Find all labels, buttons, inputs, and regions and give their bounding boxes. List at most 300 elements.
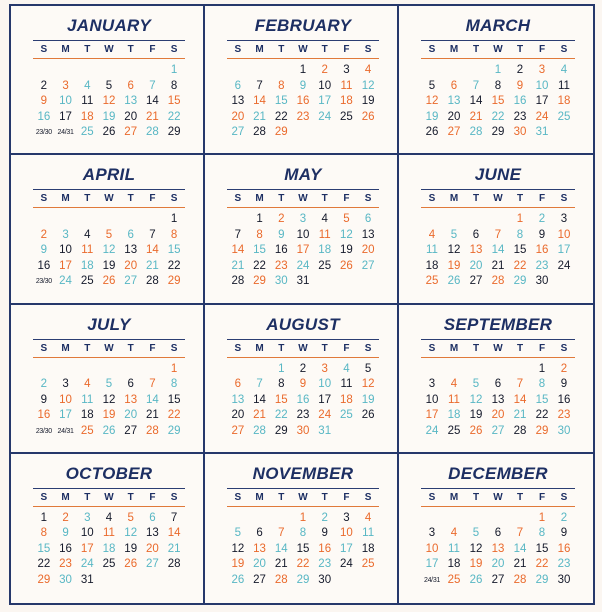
- day-cell: [76, 212, 98, 228]
- day-cell: 17: [296, 244, 310, 257]
- day-cell: 4: [450, 527, 458, 540]
- day-cell: 12: [124, 527, 138, 540]
- day-cell: 23: [296, 409, 310, 421]
- day-cell: [357, 424, 379, 440]
- month-title: JANUARY: [67, 16, 151, 35]
- month-title: MAY: [284, 165, 322, 185]
- day-cell: 19: [447, 259, 461, 272]
- day-cell: 7: [234, 228, 242, 241]
- day-cell: [336, 274, 358, 290]
- day-cell: 13: [146, 527, 159, 540]
- weekday-label: M: [449, 193, 459, 205]
- day-cell: [357, 125, 379, 141]
- day-cell: 3: [62, 79, 69, 92]
- month-march: [399, 6, 593, 155]
- day-cell: 24: [80, 558, 94, 571]
- day-cell: 22: [274, 409, 288, 421]
- weekday-header: [421, 340, 575, 357]
- weekday-label: T: [278, 491, 285, 503]
- month-october: [11, 454, 205, 603]
- day-cell: 25: [102, 558, 116, 571]
- day-cell: 21: [513, 558, 527, 571]
- day-cell: 5: [127, 511, 134, 524]
- day-cell: 7: [256, 378, 263, 390]
- day-cell: 4: [364, 64, 372, 76]
- day-cell: 19: [469, 409, 483, 421]
- day-cell: [55, 212, 77, 228]
- day-cell: [142, 212, 164, 228]
- day-cell: [314, 274, 336, 290]
- weekday-divider: [227, 207, 379, 208]
- day-cell: [33, 362, 55, 378]
- day-cell: 19: [124, 542, 138, 555]
- day-cell: 22: [167, 259, 181, 272]
- day-cell: 10: [59, 244, 72, 257]
- day-cell: 13: [469, 244, 483, 257]
- weekday-label: T: [321, 491, 328, 503]
- day-cell: 29: [37, 573, 51, 586]
- weekday-divider: [421, 506, 575, 507]
- day-cell: 6: [234, 79, 242, 92]
- day-cell: 27: [231, 424, 245, 437]
- day-cell: 10: [340, 527, 353, 540]
- month-may: [205, 155, 399, 304]
- weekday-label: F: [343, 44, 350, 55]
- day-cell: 1: [538, 362, 546, 375]
- day-cell: 22: [37, 558, 51, 571]
- weekday-label: S: [560, 44, 568, 55]
- day-cell: [55, 63, 77, 79]
- day-cell: [33, 63, 55, 79]
- day-cell: 21: [253, 409, 266, 421]
- weekday-label: T: [472, 44, 480, 55]
- day-cell: 20: [469, 259, 483, 272]
- day-cell: 18: [447, 409, 461, 421]
- calendar-grid: [9, 4, 595, 605]
- weekday-label: M: [61, 44, 70, 55]
- day-cell: 9: [40, 393, 48, 406]
- weekday-label: S: [234, 342, 242, 354]
- day-cell: [120, 212, 142, 228]
- weekday-label: T: [516, 44, 524, 55]
- day-cell: 20: [491, 558, 505, 571]
- weekday-divider: [421, 58, 575, 59]
- day-cell: 9: [321, 527, 328, 540]
- day-cell: 12: [425, 95, 439, 107]
- day-cell: 24/31: [57, 427, 74, 435]
- day-cell: 31: [535, 126, 549, 138]
- day-cell: [421, 212, 443, 228]
- weekday-label: W: [298, 193, 308, 205]
- weekday-header: [33, 340, 185, 357]
- day-cell: 28: [167, 558, 181, 571]
- day-cell: [336, 125, 358, 141]
- day-cell: 14: [513, 542, 527, 555]
- day-cell: 18: [361, 542, 375, 555]
- day-cell: 5: [343, 213, 350, 226]
- day-cell: 2: [321, 64, 328, 76]
- day-cell: 27: [491, 424, 505, 437]
- weekday-label: S: [560, 193, 568, 205]
- day-cell: 22: [253, 259, 266, 272]
- day-cell: 19: [102, 110, 116, 123]
- day-cell: 28: [513, 424, 527, 437]
- day-cell: 8: [170, 228, 178, 241]
- month-july: [11, 305, 205, 454]
- day-cell: 20: [124, 259, 138, 272]
- day-cell: 16: [318, 542, 332, 555]
- weekday-header: [227, 190, 379, 207]
- day-cell: 9: [516, 79, 524, 92]
- weekday-header: [33, 41, 185, 58]
- day-cell: 23: [274, 259, 288, 272]
- weekday-header: [33, 489, 185, 506]
- day-cell: 29: [167, 275, 181, 288]
- day-cell: 8: [538, 378, 546, 390]
- day-cell: 27: [231, 126, 245, 138]
- day-cell: 26: [102, 275, 116, 288]
- day-cell: 2: [560, 362, 568, 375]
- weekday-label: T: [127, 44, 134, 55]
- month-june: [399, 155, 593, 304]
- day-cell: [421, 511, 443, 527]
- day-cell: 16: [37, 259, 51, 272]
- day-cell: 2: [321, 511, 328, 524]
- day-cell: 16: [535, 244, 549, 257]
- day-cell: 19: [102, 259, 116, 272]
- day-grid: [421, 212, 575, 290]
- day-cell: 5: [428, 79, 436, 92]
- day-cell: 29: [491, 126, 505, 138]
- weekday-label: T: [127, 193, 134, 205]
- weekday-label: M: [449, 342, 459, 354]
- day-cell: 14: [491, 244, 505, 257]
- day-cell: 22: [535, 409, 549, 421]
- day-cell: 26: [361, 110, 375, 123]
- day-cell: 23: [296, 110, 310, 123]
- day-cell: 20: [491, 409, 505, 421]
- day-cell: 5: [105, 228, 113, 241]
- day-cell: 21: [274, 558, 288, 571]
- day-cell: 23: [557, 558, 571, 571]
- day-cell: 16: [557, 542, 571, 555]
- day-cell: 24: [557, 259, 571, 272]
- weekday-divider: [33, 207, 185, 208]
- day-cell: 17: [59, 259, 72, 272]
- day-cell: 13: [124, 244, 138, 257]
- weekday-label: W: [104, 342, 114, 354]
- day-cell: 2: [299, 362, 307, 375]
- day-cell: 20: [124, 409, 138, 421]
- day-cell: [163, 573, 185, 589]
- day-cell: 25: [557, 110, 571, 123]
- day-cell: 9: [299, 378, 307, 390]
- day-cell: 24: [318, 110, 332, 123]
- day-cell: 5: [364, 362, 372, 375]
- day-cell: 10: [80, 527, 94, 540]
- day-cell: 26: [361, 409, 375, 421]
- day-grid: [227, 511, 379, 589]
- day-cell: 3: [428, 378, 436, 390]
- day-cell: [314, 125, 336, 141]
- day-cell: [465, 63, 487, 79]
- day-cell: 3: [428, 527, 436, 540]
- month-title: MARCH: [465, 16, 531, 35]
- weekday-header: [421, 489, 575, 506]
- day-cell: 26: [231, 573, 245, 586]
- day-cell: [142, 63, 164, 79]
- weekday-label: F: [149, 193, 156, 205]
- day-cell: [249, 362, 271, 378]
- day-cell: 3: [560, 213, 568, 226]
- day-cell: 31: [80, 573, 94, 586]
- weekday-label: T: [321, 342, 328, 354]
- day-cell: 14: [253, 95, 266, 107]
- day-cell: 25: [80, 424, 94, 437]
- month-january: [11, 6, 205, 155]
- day-cell: 16: [37, 409, 51, 421]
- day-cell: 31: [296, 275, 310, 288]
- day-cell: 7: [516, 378, 524, 390]
- day-cell: 28: [146, 424, 159, 437]
- day-cell: 15: [535, 542, 549, 555]
- day-cell: 17: [59, 409, 72, 421]
- day-cell: 21: [231, 259, 245, 272]
- day-cell: 5: [472, 378, 480, 390]
- day-cell: [98, 63, 120, 79]
- day-cell: 30: [535, 275, 549, 288]
- weekday-label: T: [278, 44, 285, 55]
- day-cell: [357, 573, 379, 589]
- day-cell: 19: [469, 558, 483, 571]
- day-cell: 25: [80, 126, 94, 138]
- day-cell: 7: [516, 527, 524, 540]
- day-cell: 17: [425, 558, 439, 571]
- month-title: JUNE: [474, 165, 522, 185]
- day-grid: [421, 362, 575, 440]
- day-cell: 20: [253, 558, 266, 571]
- weekday-label: S: [40, 491, 48, 503]
- weekday-label: S: [560, 491, 568, 503]
- day-cell: 19: [340, 244, 353, 257]
- day-cell: 10: [296, 228, 310, 241]
- day-cell: 25: [318, 259, 332, 272]
- day-cell: 6: [149, 511, 156, 524]
- weekday-label: W: [493, 44, 503, 55]
- month-title: AUGUST: [266, 314, 340, 334]
- weekday-label: S: [170, 491, 178, 503]
- day-cell: 3: [343, 64, 350, 76]
- day-cell: 24: [340, 558, 353, 571]
- weekday-label: T: [321, 44, 328, 55]
- day-cell: 26: [447, 275, 461, 288]
- day-cell: 10: [535, 79, 549, 92]
- weekday-header: [227, 489, 379, 506]
- day-cell: 1: [516, 213, 524, 226]
- day-cell: 11: [81, 393, 94, 406]
- day-cell: 7: [472, 79, 480, 92]
- day-cell: 10: [318, 79, 332, 92]
- day-cell: 1: [494, 64, 502, 76]
- day-cell: 9: [40, 244, 48, 257]
- weekday-label: M: [255, 491, 264, 503]
- day-cell: 16: [37, 110, 51, 123]
- day-cell: 27: [124, 424, 138, 437]
- weekday-label: T: [516, 342, 524, 354]
- day-cell: 2: [40, 79, 48, 92]
- day-grid: [33, 212, 185, 290]
- day-cell: 9: [40, 95, 48, 107]
- day-cell: 18: [318, 244, 332, 257]
- day-cell: 1: [40, 511, 48, 524]
- day-cell: 14: [231, 244, 245, 257]
- month-title: APRIL: [82, 165, 136, 185]
- weekday-label: W: [493, 342, 503, 354]
- day-cell: 15: [274, 95, 288, 107]
- day-cell: 16: [296, 393, 310, 406]
- weekday-label: T: [127, 491, 134, 503]
- day-cell: 18: [102, 542, 116, 555]
- day-cell: 28: [146, 126, 159, 138]
- day-cell: 17: [318, 95, 332, 107]
- day-cell: 15: [491, 95, 505, 107]
- day-cell: 15: [513, 244, 527, 257]
- day-cell: [98, 362, 120, 378]
- day-cell: [227, 63, 249, 79]
- day-cell: 4: [343, 362, 350, 375]
- day-cell: 26: [469, 424, 483, 437]
- weekday-label: F: [538, 193, 546, 205]
- day-cell: [465, 511, 487, 527]
- day-cell: 2: [40, 378, 48, 390]
- day-grid: [421, 63, 575, 141]
- weekday-label: T: [84, 342, 91, 354]
- day-cell: 23/30: [35, 427, 52, 435]
- day-cell: 25: [425, 275, 439, 288]
- day-cell: 19: [231, 558, 245, 571]
- weekday-label: W: [298, 44, 308, 55]
- day-cell: 2: [538, 213, 546, 226]
- month-september: [399, 305, 593, 454]
- day-cell: [509, 511, 531, 527]
- weekday-divider: [421, 357, 575, 358]
- day-cell: [33, 212, 55, 228]
- weekday-label: T: [84, 491, 91, 503]
- day-cell: 28: [274, 573, 288, 586]
- day-cell: 1: [278, 362, 285, 375]
- day-cell: 4: [84, 228, 91, 241]
- day-cell: 3: [84, 511, 91, 524]
- day-cell: 2: [62, 511, 69, 524]
- day-cell: 6: [472, 228, 480, 241]
- day-cell: 9: [560, 378, 568, 390]
- day-cell: 14: [146, 393, 159, 406]
- weekday-header: [227, 41, 379, 58]
- day-cell: [292, 125, 314, 141]
- day-cell: 29: [535, 573, 549, 586]
- day-cell: 24: [535, 110, 549, 123]
- day-cell: 1: [170, 362, 178, 375]
- day-cell: 13: [253, 542, 266, 555]
- day-cell: 28: [253, 424, 266, 437]
- day-cell: 17: [557, 244, 571, 257]
- day-cell: 8: [256, 228, 263, 241]
- weekday-label: S: [428, 193, 436, 205]
- day-cell: 15: [253, 244, 266, 257]
- day-cell: 26: [102, 126, 116, 138]
- weekday-divider: [33, 506, 185, 507]
- day-cell: 5: [105, 79, 113, 92]
- weekday-header: [421, 41, 575, 58]
- weekday-label: T: [278, 193, 285, 205]
- day-cell: 20: [231, 409, 245, 421]
- day-grid: [227, 362, 379, 440]
- day-cell: 4: [84, 378, 91, 390]
- day-cell: 27: [124, 126, 138, 138]
- day-cell: 22: [491, 110, 505, 123]
- day-cell: 16: [296, 95, 310, 107]
- day-cell: 11: [448, 542, 460, 555]
- day-cell: 6: [494, 527, 502, 540]
- day-cell: [98, 573, 120, 589]
- weekday-label: W: [493, 491, 503, 503]
- day-cell: 30: [296, 424, 310, 437]
- day-cell: 11: [81, 95, 94, 107]
- day-cell: 7: [149, 79, 156, 92]
- day-cell: 29: [253, 275, 266, 288]
- weekday-divider: [421, 207, 575, 208]
- day-cell: 23: [59, 558, 72, 571]
- day-cell: 29: [513, 275, 527, 288]
- day-cell: 13: [231, 95, 245, 107]
- day-cell: [357, 274, 379, 290]
- day-cell: 3: [321, 362, 328, 375]
- day-cell: 21: [513, 409, 527, 421]
- day-cell: 7: [170, 511, 178, 524]
- day-cell: 8: [170, 378, 178, 390]
- day-cell: 6: [364, 213, 372, 226]
- month-title: NOVEMBER: [252, 463, 354, 483]
- day-cell: 29: [274, 126, 288, 138]
- day-cell: 4: [450, 378, 458, 390]
- weekday-label: F: [149, 491, 156, 503]
- day-cell: 18: [425, 259, 439, 272]
- day-cell: 15: [296, 542, 310, 555]
- day-cell: [553, 274, 575, 290]
- day-grid: [33, 63, 185, 141]
- weekday-divider: [227, 506, 379, 507]
- day-cell: 13: [491, 393, 505, 406]
- day-cell: 25: [361, 558, 375, 571]
- weekday-label: W: [104, 491, 114, 503]
- weekday-divider: [33, 58, 185, 59]
- day-cell: 20: [124, 110, 138, 123]
- weekday-label: M: [61, 193, 70, 205]
- day-cell: 29: [167, 424, 181, 437]
- day-cell: 25: [340, 110, 353, 123]
- day-cell: 21: [491, 259, 505, 272]
- day-cell: 24/31: [423, 576, 441, 584]
- day-cell: 11: [318, 228, 331, 241]
- day-cell: 7: [256, 79, 263, 92]
- day-cell: 6: [256, 527, 263, 540]
- day-cell: 15: [167, 244, 181, 257]
- weekday-label: T: [84, 193, 91, 205]
- day-cell: 10: [425, 542, 439, 555]
- day-cell: 14: [167, 527, 181, 540]
- day-cell: 27: [124, 275, 138, 288]
- weekday-label: M: [61, 491, 70, 503]
